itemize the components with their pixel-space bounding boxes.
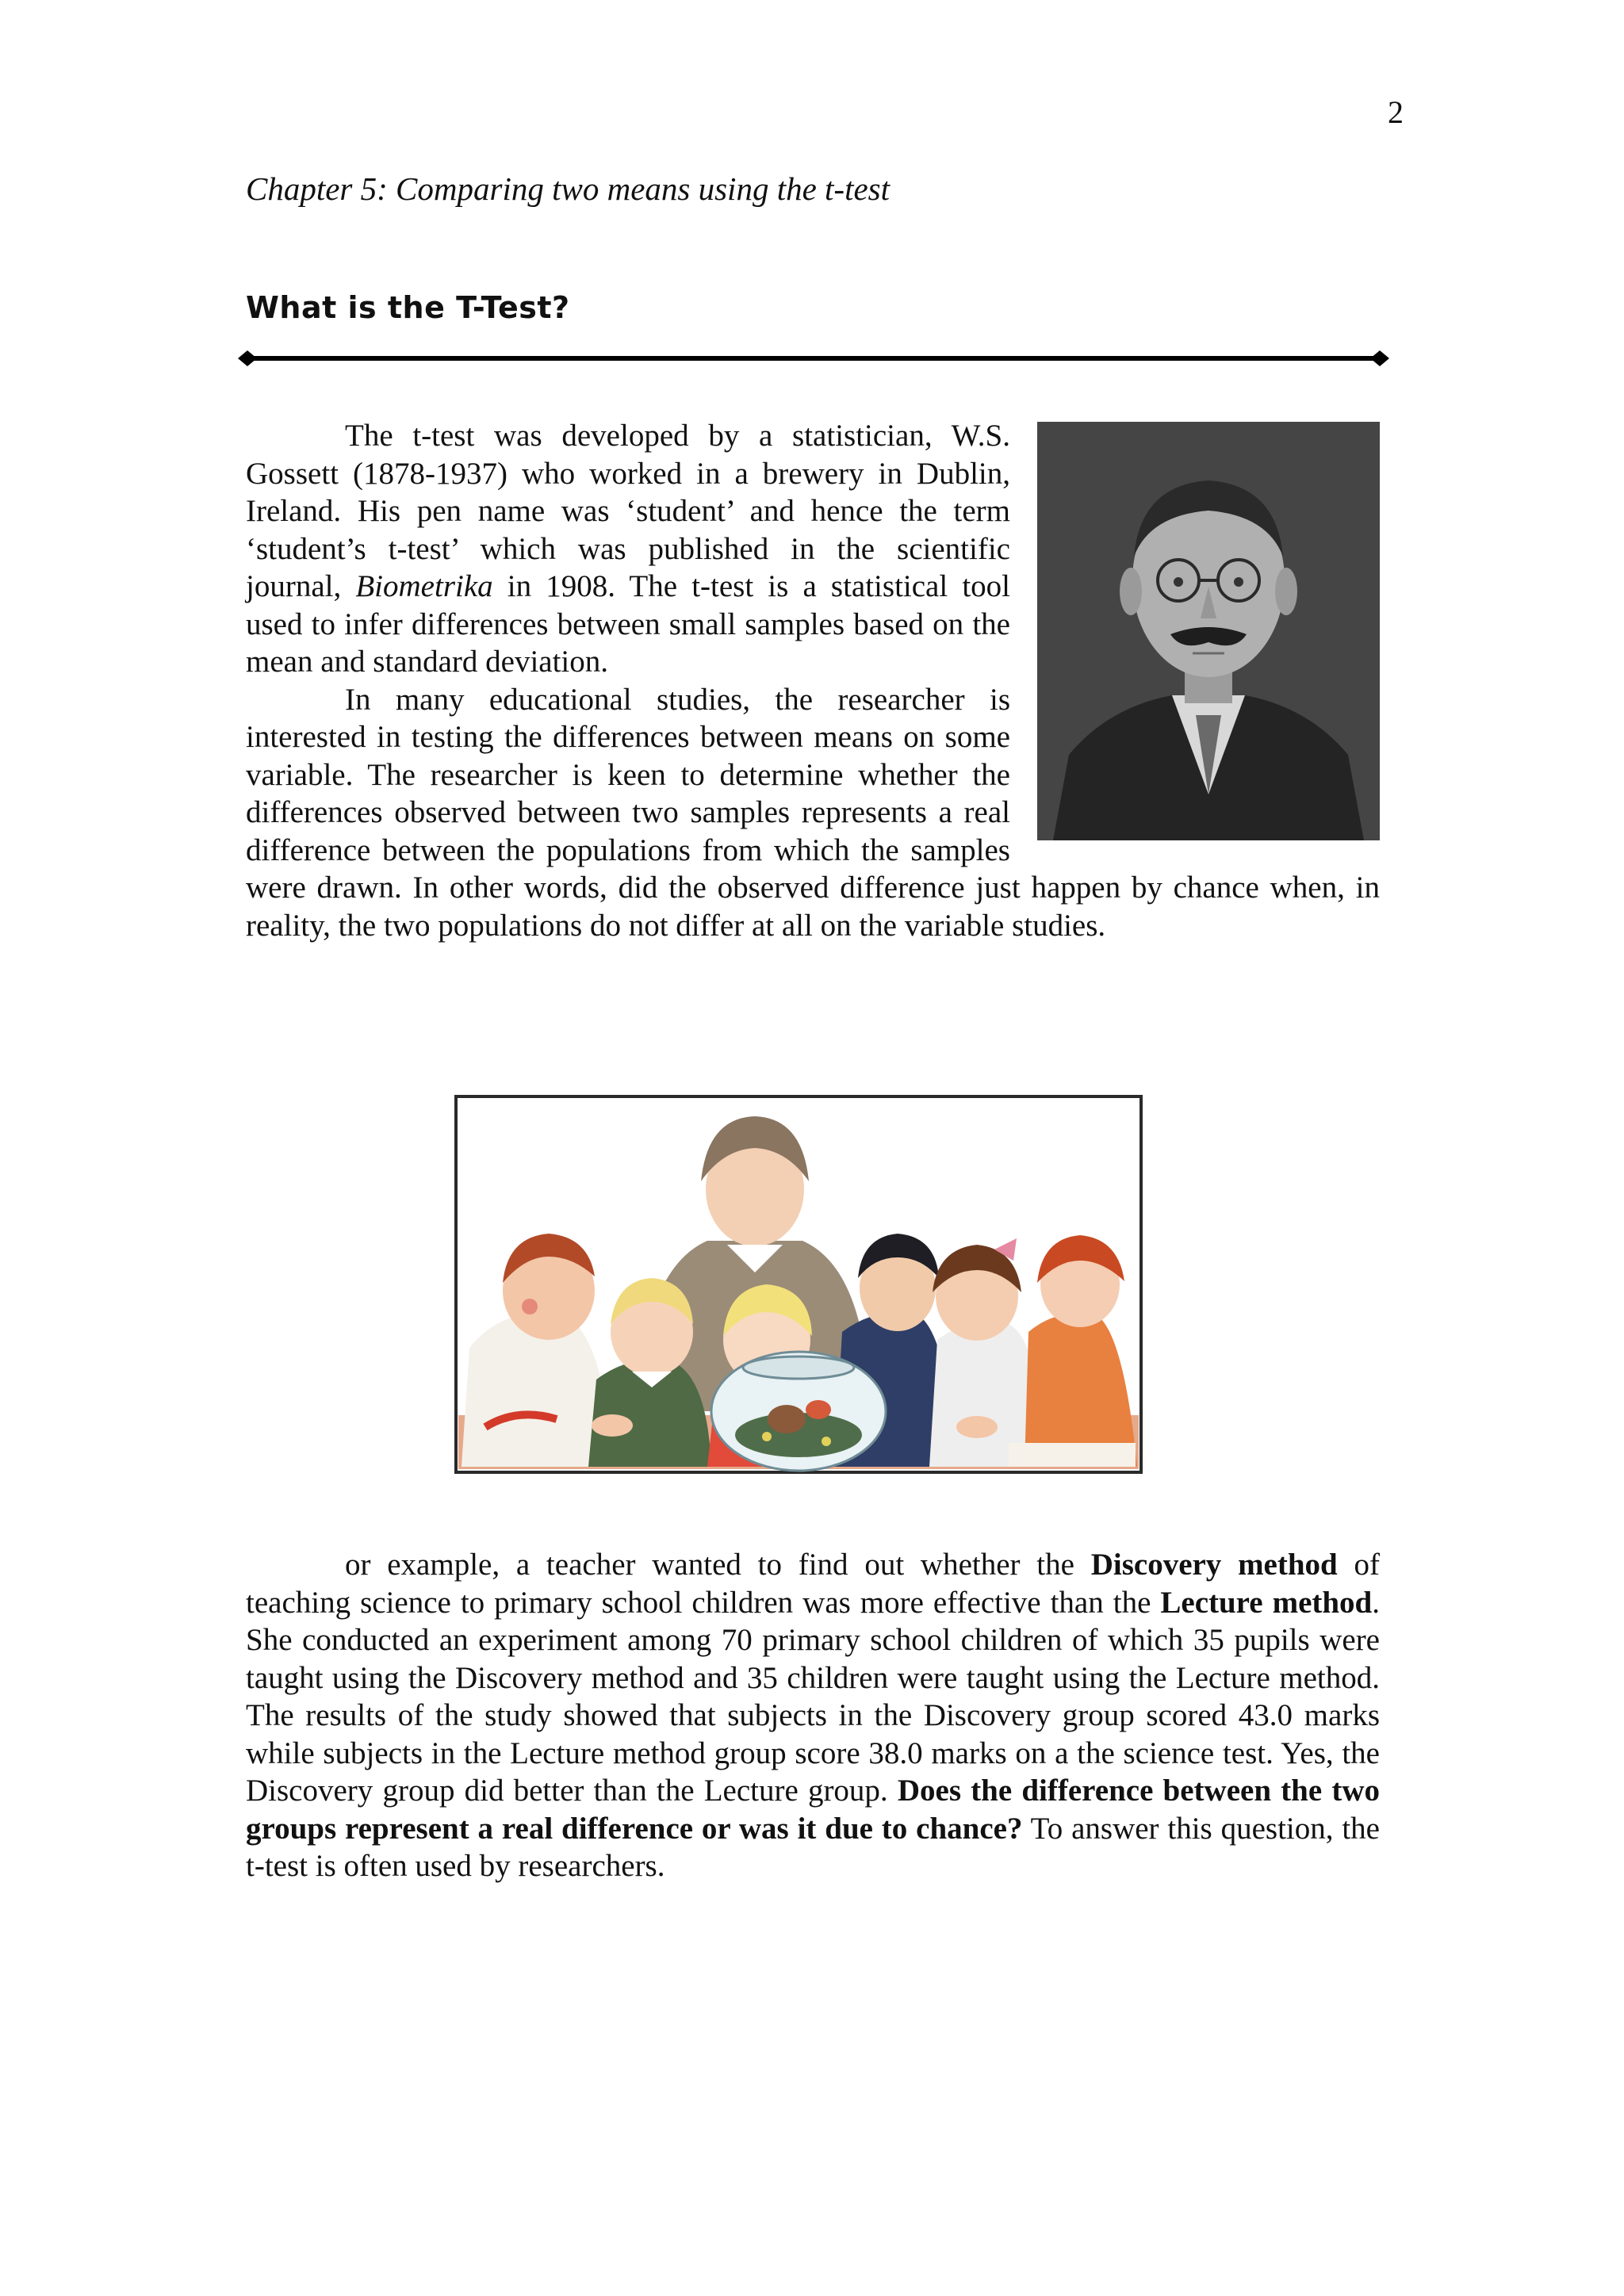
section-divider: [238, 342, 1389, 374]
example-text-1: or example, a teacher wanted to find out whether the: [345, 1548, 1091, 1582]
discovery-method-term: Discovery method: [1090, 1548, 1338, 1582]
example-paragraph: [246, 1546, 1380, 1885]
example-text-2: of teaching science to primary school children was more effective than the: [246, 1548, 1380, 1620]
journal-name: Biometrika: [355, 569, 493, 603]
lecture-method-term: Lecture method: [1160, 1585, 1373, 1620]
portrait-illustration: [1037, 422, 1380, 840]
page-number: 2: [1388, 94, 1404, 130]
classroom-illustration: [454, 1094, 1143, 1475]
chapter-title: Chapter 5: Comparing two means using the t-test: [246, 170, 891, 207]
intro-p1-text-b: in 1908. The t-test is a statistical tool used to infer differences between small samples based on the mean and standard deviation.: [246, 569, 1010, 679]
example-text: [246, 1546, 1380, 1885]
intro-p1-text-a: The t-test was developed by a statistician, W.S. Gossett (1878-1937) who worked in a brewery in Dublin, Ireland. His pen name was ‘student’ and hence the term ‘student’s t-test’ which was published in the scientific journal,: [246, 419, 1010, 603]
example-text-3: . She conducted an experiment among 70 primary school children of which 35 pupils were taught using the Discovery method and 35 children were taught using the Lecture method. The results of the study showed that subjects in the Discovery group scored 43.0 marks while subjects in the Lecture method group score 38.0 marks on a the science test. Yes, the Discovery group did better than the Lecture group.: [246, 1585, 1381, 1808]
example-text-4: To answer this question, the t-test is often used by researchers.: [246, 1811, 1380, 1883]
portrait-photo: [1037, 422, 1380, 840]
key-question: Does the difference between the two groups represent a real difference or was it due to chance?: [246, 1774, 1380, 1846]
children-illustration: [454, 1094, 1143, 1475]
section-heading: What is the T-Test?: [246, 290, 570, 325]
intro-text-block: [246, 417, 1380, 944]
intro-paragraph-2: In many educational studies, the researcher is interested in testing the differences between means on some variable. The researcher is keen to determine whether the differences observed between two samples represents a real difference between the populations from which the samples were drawn. In other words, did the observed difference just happen by chance when, in reality, the two populations do not differ at all on the variable studies.: [246, 682, 1380, 943]
